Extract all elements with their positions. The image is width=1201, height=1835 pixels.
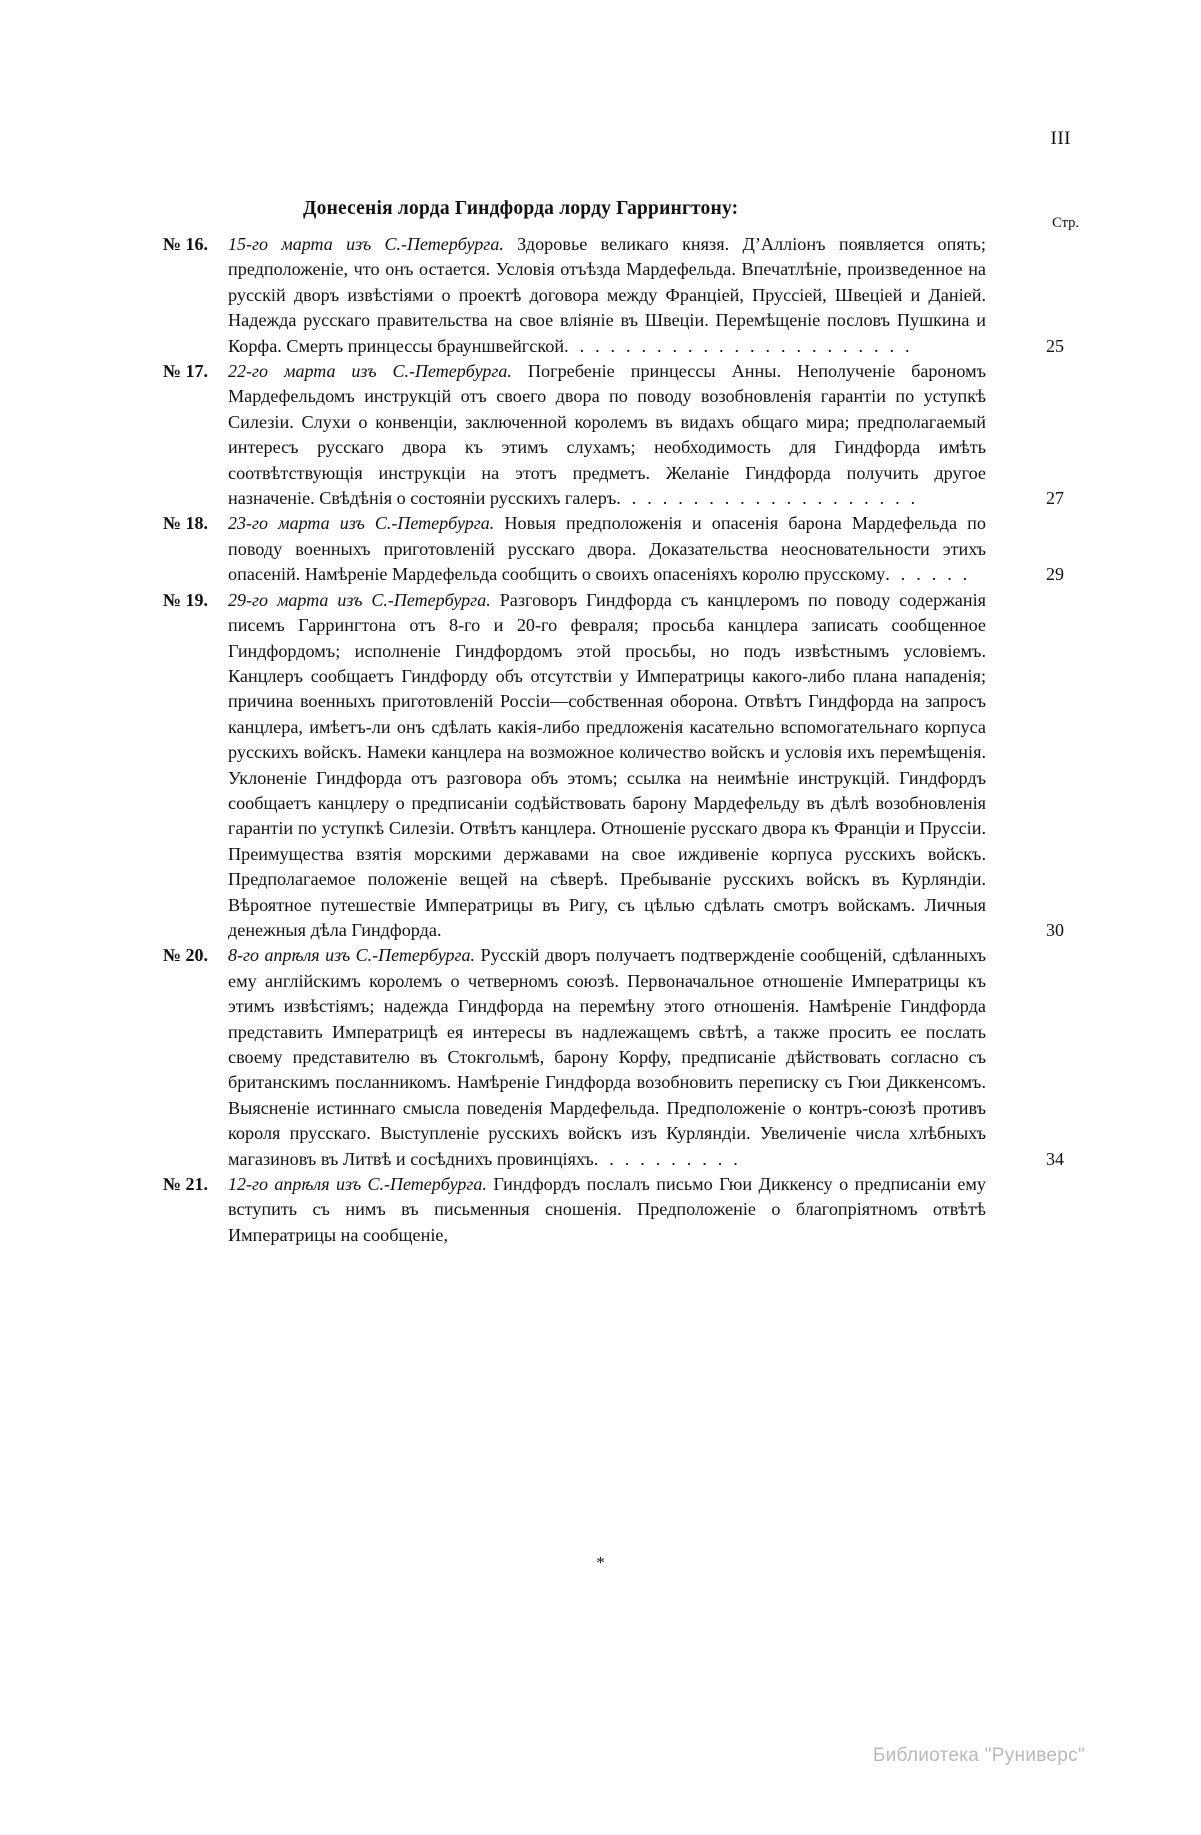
entry-text: 8-го апрѣля изъ С.-Петербурга. Русскій дворъ получаетъ подтвержденіе сообщеній, сдѣланныхъ ему англійскимъ королемъ о четверномъ союзѣ. Первоначальное отношеніе Императрицы къ этимъ извѣстіямъ; надежда Гиндфорда на перемѣну этого отношенія. Намѣреніе Гиндфорда представить Императрицѣ ея интересы въ надлежащемъ свѣтѣ, а также просить ее послать своему представителю въ Стокгольмѣ, барону Корфу, предписаніе дѣйствовать согласно съ британскимъ посланникомъ. Намѣреніе Гиндфорда возобновить переписку съ Гюи Диккенсомъ. Выясненіе истиннаго смысла поведенія Мардефельда. Предположеніе о контръ-союзѣ противъ короля прусскаго. Выступленіе русскихъ войскъ изъ Курляндіи. Увеличеніе числа хлѣбныхъ магазиновъ въ Литвѣ и сосѣднихъ провинціяхъ. . . . . . . . . . (228, 945, 986, 1169)
section-title: Донесенія лорда Гиндфорда лорду Гаррингтону: (303, 198, 739, 219)
entry-description: Русскій дворъ получаетъ подтвержденіе сообщеній, сдѣланныхъ ему англійскимъ королемъ о четверномъ союзѣ. Первоначальное отношеніе Императрицы къ этимъ извѣстіямъ; надежда Гиндфорда на перемѣну этого отношенія. Намѣреніе Гиндфорда представить Императрицѣ ея интересы въ надлежащемъ свѣтѣ, а также просить ее послать своему представителю въ Стокгольмѣ, барону Корфу, предписаніе дѣйствовать согласно съ британскимъ посланникомъ. Намѣреніе Гиндфорда возобновить переписку съ Гюи Диккенсомъ. Выясненіе истиннаго смысла поведенія Мардефельда. Предположеніе о контръ-союзѣ противъ короля прусскаго. Выступленіе русскихъ войскъ изъ Курляндіи. Увеличеніе числа хлѣбныхъ магазиновъ въ Литвѣ и сосѣднихъ провинціяхъ (228, 945, 986, 1169)
entry-number: № 21. (162, 1174, 208, 1195)
entry-date: 15-го марта изъ С.-Петербурга. (228, 234, 504, 254)
list-item (134, 511, 1064, 587)
entry-date: 22-го марта изъ С.-Петербурга. (228, 361, 512, 382)
entry-text: 23-го марта изъ С.-Петербурга. Новыя предположенія и опасенія барона Мардефельда по поводу военныхъ приготовленій русскаго двора. Доказательства неосновательности этихъ опасеній. Намѣреніе Мардефельда сообщить о своихъ опасеніяхъ королю прусскому. . . . . . (228, 513, 986, 585)
page-folio: III (1050, 128, 1071, 149)
entry-number: № 20. (162, 945, 208, 966)
entry-text: 15-го марта изъ С.-Петербурга. Здоровье великаго князя. Д’Алліонъ появляется опять; предположеніе, что онъ остается. Условія отъѣзда Мардефельда. Впечатлѣніе, произведенное на русскій дворъ извѣстіями о проектѣ договора между Франціей, Пруссіей, Швеціей и Даніей. Надежда русскаго правительства на свое вліяніе въ Швеціи. Перемѣщеніе пословъ Пушкина и Корфа. Смерть принцессы брауншвейгской. . . . . . . . . . . . . . . . . . . . . . . (228, 234, 986, 356)
entry-date: 8-го апрѣля изъ С.-Петербурга. (228, 945, 476, 966)
entry-page-number: 34 (1046, 1148, 1064, 1169)
entry-description: Здоровье великаго князя. Д’Алліонъ появляется опять; предположеніе, что онъ остается. Условія отъѣзда Мардефельда. Впечатлѣніе, произведенное на русскій дворъ извѣстіями о проектѣ договора между Франціей, Пруссіей, Швеціей и Даніей. Надежда русскаго правительства на свое вліяніе въ Швеціи. Перемѣщеніе пословъ Пушкина и Корфа. Смерть принцессы брауншвейгской (228, 234, 986, 356)
entry-text (134, 588, 1064, 944)
entry-number: № 16. (162, 234, 208, 254)
entry-number: № 17. (162, 361, 208, 382)
entry-number: № 19. (162, 589, 208, 610)
entry-date: 12-го апрѣля изъ С.-Петербурга. (228, 1174, 487, 1195)
entry-text (134, 1172, 1064, 1248)
entry-description: Гиндфордъ послалъ письмо Гюи Диккенсу о предписаніи ему вступить съ нимъ въ письменныя сношенія. Предположеніе о благопріятномъ отвѣтѣ Императрицы на сообщеніе, (228, 1174, 986, 1245)
watermark: Библиотека "Руниверс" (872, 1745, 1085, 1766)
entry-description: Новыя предположенія и опасенія барона Мардефельда по поводу военныхъ приготовленій русскаго двора. Доказательства неосновательности этихъ опасеній. Намѣреніе Мардефельда сообщить о своихъ опасеніяхъ королю прусскому (228, 513, 986, 585)
entry-date: 23-го марта изъ С.-Петербурга. (228, 513, 495, 534)
list-item (134, 943, 1064, 1172)
table-of-contents (134, 232, 1064, 1248)
entry-description: Погребеніе принцессы Анны. Неполученіе барономъ Мардефельдомъ инструкцій отъ своего двора по поводу возобновленія гарантіи по уступкѣ Силезіи. Слухи о конвенціи, заключенной королемъ въ видахъ общаго мира; предполагаемый интересъ русскаго двора къ этимъ слухамъ; необходимость для Гиндфорда имѣть соотвѣтствующія инструкціи на этотъ предметъ. Желаніе Гиндфорда получить другое назначеніе. Свѣдѣнія о состояніи русскихъ галеръ (228, 361, 986, 509)
list-item (134, 588, 1064, 944)
column-header-pages: Стр. (1052, 215, 1079, 231)
entry-page-number: 29 (1046, 564, 1064, 585)
entry-number: № 18. (162, 513, 208, 534)
list-item (134, 232, 1064, 359)
entry-description: Разговоръ Гиндфорда съ канцлеромъ по поводу содержанія писемъ Гаррингтона отъ 8-го и 20-го февраля; просьба канцлера записать сообщенное Гиндфордомъ; исполненіе Гиндфордомъ этой просьбы, но подъ извѣстнымъ условіемъ. Канцлеръ сообщаетъ Гиндфорду объ отсутствіи у Императрицы какого-либо плана нападенія; причина военныхъ приготовленій Россіи—собственная оборона. Отвѣтъ Гиндфорда на запросъ канцлера, имѣетъ-ли онъ сдѣлать какія-либо предложенія касательно вспомогательнаго корпуса русскихъ войскъ. Намеки канцлера на возможное количество войскъ и условія ихъ перемѣщенія. Уклоненіе Гиндфорда отъ разговора объ этомъ; ссылка на неимѣніе инструкцій. Гиндфордъ сообщаетъ канцлеру о предписаніи содѣйствовать барону Мардефельду въ дѣлѣ возобновленія гарантіи по уступкѣ Силезіи. Отвѣтъ канцлера. Отношеніе русскаго двора къ Франціи и Пруссіи. Преимущества взятія морскими державами на свое иждивеніе корпуса русскихъ войскъ. Предполагаемое положеніе вещей на сѣверѣ. Пребываніе русскихъ войскъ въ Курляндіи. Вѣроятное путешествіе Императрицы въ Ригу, съ цѣлью сдѣлать смотръ войскамъ. Личныя денежныя дѣла Гиндфорда. (228, 589, 986, 940)
entry-page-number: 30 (1046, 919, 1064, 940)
entry-text: 22-го марта изъ С.-Петербурга. Погребеніе принцессы Анны. Неполученіе барономъ Мардефельдомъ инструкцій отъ своего двора по поводу возобновленія гарантіи по уступкѣ Силезіи. Слухи о конвенціи, заключенной королемъ въ видахъ общаго мира; предполагаемый интересъ русскаго двора къ этимъ слухамъ; необходимость для Гиндфорда имѣть соотвѣтствующія инструкціи на этотъ предметъ. Желаніе Гиндфорда получить другое назначеніе. Свѣдѣнія о состояніи русскихъ галеръ. . . . . . . . . . . . . . . . . . . . (228, 361, 986, 509)
footnote-mark: * (596, 1553, 605, 1572)
entry-page-number: 27 (1046, 488, 1064, 509)
list-item (134, 359, 1064, 511)
entry-date: 29-го марта изъ С.-Петербурга. (228, 589, 491, 610)
entry-page-number: 25 (1046, 335, 1064, 356)
list-item (134, 1172, 1064, 1248)
